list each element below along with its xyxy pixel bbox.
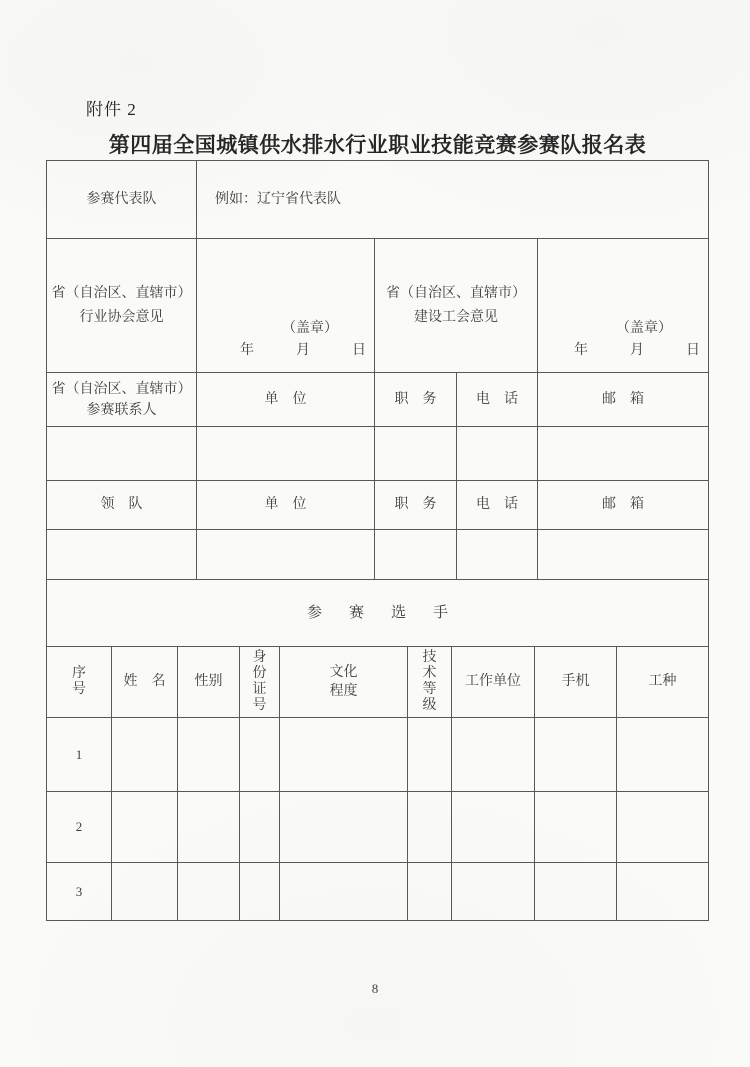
- union-stamp-cell: [538, 239, 708, 373]
- leader-header-row: [47, 481, 708, 530]
- month-label: 月: [630, 343, 644, 358]
- contact-unit-input-cell: [197, 427, 375, 481]
- team-label-cell: 参赛代表队: [47, 161, 197, 239]
- player-mobile-cell: [535, 863, 617, 920]
- day-label: 日: [352, 343, 366, 358]
- registration-form-table: [46, 160, 709, 921]
- player-no-cell: 2: [47, 792, 112, 863]
- association-opinion-line2: 行业协会意见: [79, 309, 164, 325]
- leader-label-cell: 领 队: [47, 481, 197, 530]
- player-gender-cell: [178, 792, 240, 863]
- date-placeholder: [197, 340, 374, 362]
- player-job-type-cell: [617, 792, 708, 863]
- player-row-2: [47, 792, 708, 863]
- col-header-education: [280, 647, 408, 718]
- col-header-no-text: 序号: [71, 666, 86, 697]
- contact-email-header-cell: 邮 箱: [538, 373, 708, 427]
- contact-name-input-cell: [47, 427, 197, 481]
- date-placeholder: [538, 340, 708, 362]
- contact-unit-header-cell: 单 位: [197, 373, 375, 427]
- team-example-text: 例如：辽宁省代表队: [215, 191, 341, 207]
- leader-unit-header-cell: 单 位: [197, 481, 375, 530]
- player-name-cell: [112, 792, 178, 863]
- seal-placeholder: （盖章）: [282, 321, 338, 336]
- association-opinion-label: [47, 239, 197, 373]
- col-header-tech-grade: [408, 647, 452, 718]
- contact-header-row: [47, 373, 708, 427]
- contact-label-line1: 省（自治区、直辖市）: [51, 381, 192, 397]
- contact-label-line2: 参赛联系人: [86, 402, 157, 418]
- player-tech-grade-cell: [408, 863, 452, 920]
- col-header-no: [47, 647, 112, 718]
- leader-position-input-cell: [375, 530, 457, 580]
- leader-position-header-cell: 职 务: [375, 481, 457, 530]
- leader-unit-input-cell: [197, 530, 375, 580]
- month-label: 月: [296, 343, 310, 358]
- leader-email-input-cell: [538, 530, 708, 580]
- player-mobile-cell: [535, 792, 617, 863]
- col-header-mobile: 手机: [535, 647, 617, 718]
- player-mobile-cell: [535, 718, 617, 792]
- player-row-3: [47, 863, 708, 920]
- col-header-work-unit: 工作单位: [452, 647, 535, 718]
- player-work-unit-cell: [452, 863, 535, 920]
- team-row: [47, 161, 708, 239]
- leader-email-header-cell: 邮 箱: [538, 481, 708, 530]
- contact-position-input-cell: [375, 427, 457, 481]
- union-opinion-line1: 省（自治区、直辖市）: [386, 285, 526, 301]
- contact-phone-header-cell: 电 话: [457, 373, 538, 427]
- col-header-education-text: 文化程度: [329, 665, 358, 699]
- player-id-cell: [240, 718, 280, 792]
- player-name-cell: [112, 718, 178, 792]
- contact-label-cell: [47, 373, 197, 427]
- attachment-label: 附件 2: [86, 100, 137, 119]
- player-no-cell: 3: [47, 863, 112, 920]
- player-row-1: [47, 718, 708, 792]
- players-banner: [47, 580, 708, 647]
- leader-name-input-cell: [47, 530, 197, 580]
- col-header-id-number: [240, 647, 280, 718]
- player-education-cell: [280, 792, 408, 863]
- team-value-cell: [197, 161, 708, 239]
- contact-phone-input-cell: [457, 427, 538, 481]
- players-banner-row: [47, 580, 708, 647]
- player-job-type-cell: [617, 718, 708, 792]
- player-education-cell: [280, 718, 408, 792]
- players-header-row: [47, 647, 708, 718]
- player-tech-grade-cell: [408, 718, 452, 792]
- player-no-cell: 1: [47, 718, 112, 792]
- leader-phone-header-cell: 电 话: [457, 481, 538, 530]
- player-job-type-cell: [617, 863, 708, 920]
- col-header-tech-grade-text: 技术等级: [422, 650, 437, 713]
- page-number: 8: [371, 981, 379, 996]
- col-header-name: 姓 名: [112, 647, 178, 718]
- player-tech-grade-cell: [408, 792, 452, 863]
- page-title: 第四届全国城镇供水排水行业职业技能竞赛参赛队报名表: [108, 133, 647, 157]
- col-header-gender: 性别: [178, 647, 240, 718]
- contact-entry-row: [47, 427, 708, 481]
- day-label: 日: [686, 343, 700, 358]
- player-id-cell: [240, 863, 280, 920]
- player-id-cell: [240, 792, 280, 863]
- union-opinion-line2: 建设工会意见: [414, 309, 498, 325]
- contact-email-input-cell: [538, 427, 708, 481]
- seal-placeholder: （盖章）: [616, 321, 672, 336]
- contact-position-header-cell: 职 务: [375, 373, 457, 427]
- leader-entry-row: [47, 530, 708, 580]
- col-header-id-number-text: 身份证号: [252, 650, 267, 713]
- players-banner-text: 参赛选手: [306, 605, 475, 621]
- union-opinion-label: [375, 239, 538, 373]
- year-label: 年: [240, 343, 254, 358]
- player-education-cell: [280, 863, 408, 920]
- player-name-cell: [112, 863, 178, 920]
- player-work-unit-cell: [452, 792, 535, 863]
- opinions-row: [47, 239, 708, 373]
- year-label: 年: [574, 343, 588, 358]
- player-gender-cell: [178, 718, 240, 792]
- leader-phone-input-cell: [457, 530, 538, 580]
- player-work-unit-cell: [452, 718, 535, 792]
- col-header-job-type: 工种: [617, 647, 708, 718]
- player-gender-cell: [178, 863, 240, 920]
- association-opinion-line1: 省（自治区、直辖市）: [51, 285, 192, 301]
- association-stamp-cell: [197, 239, 375, 373]
